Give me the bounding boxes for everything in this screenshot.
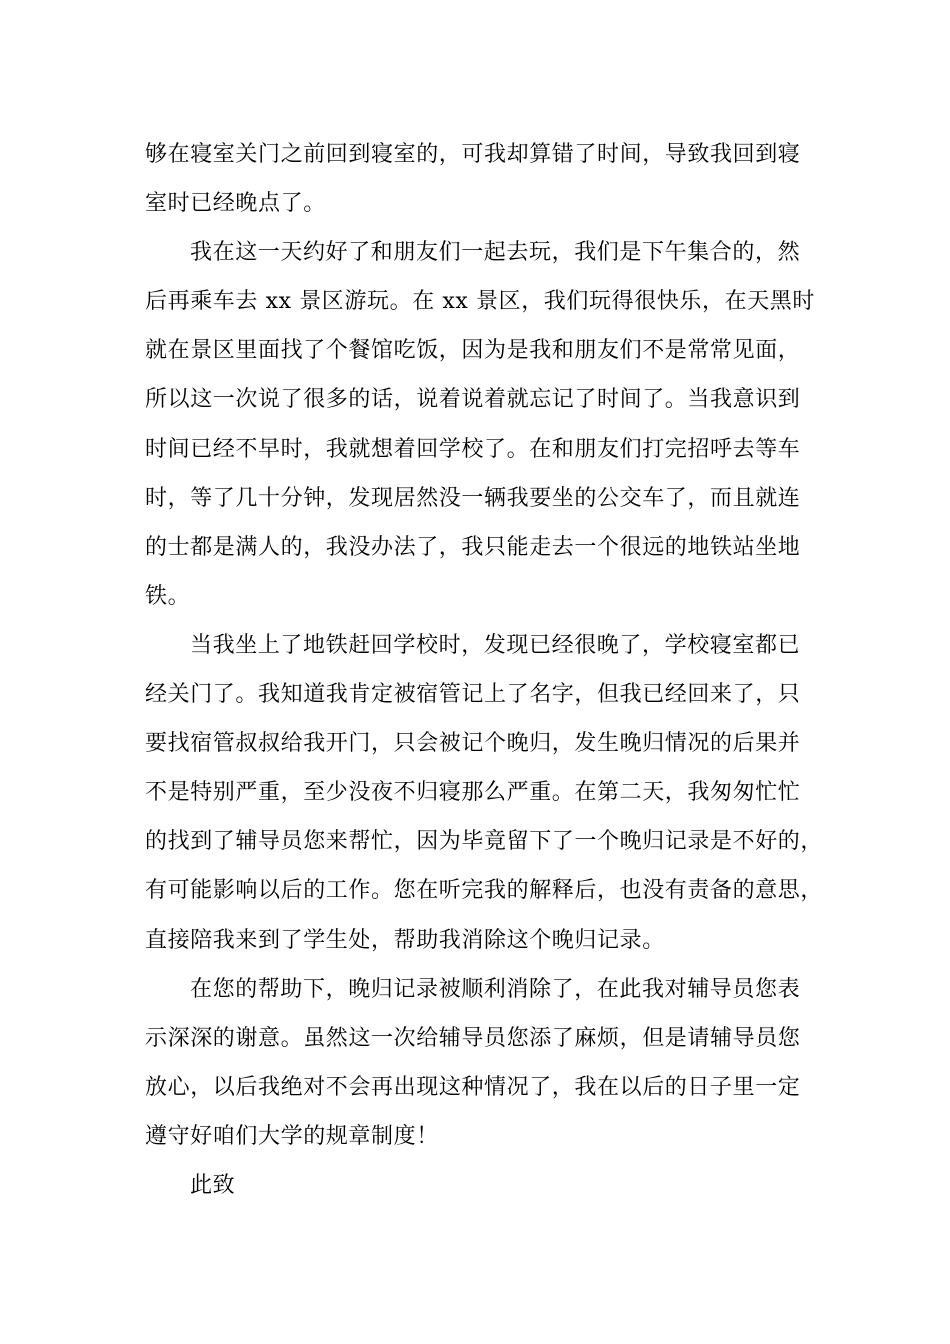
letter-body (145, 130, 835, 1210)
text-line: 经关门了。我知道我肯定被宿管记上了名字，但我已经回来了，只 (145, 682, 801, 708)
text-line: 够在寝室关门之前回到寝室的，可我却算错了时间，导致我回到寝 (145, 142, 801, 167)
text-line: 所以这一次说了很多的话，说着说着就忘记了时间了。当我意识到 (145, 387, 801, 413)
text-line: 遵守好咱们大学的规章制度！ (145, 1123, 439, 1149)
text-line: 时间已经不早时，我就想着回学校了。在和朋友们打完招呼去等车 (145, 436, 801, 462)
text-line: 后再乘车去 xx 景区游玩。在 xx 景区，我们玩得很快乐，在天黑时 (145, 289, 816, 315)
text-line: 此致 (190, 1172, 236, 1198)
text-line: 的找到了辅导员您来帮忙，因为毕竟留下了一个晚归记录是不好的， (145, 829, 824, 855)
text-line: 不是特别严重，至少没夜不归寝那么严重。在第二天，我匆匆忙忙 (145, 780, 801, 806)
text-line: 放心，以后我绝对不会再出现这种情况了，我在以后的日子里一定 (145, 1074, 801, 1100)
text-line: 当我坐上了地铁赶回学校时，发现已经很晚了，学校寝室都已 (190, 632, 801, 658)
text-line: 时，等了几十分钟，发现居然没一辆我要坐的公交车了，而且就连 (145, 485, 801, 511)
text-line: 室时已经晚点了。 (145, 191, 326, 217)
text-line: 直接陪我来到了学生处，帮助我消除这个晚归记录。 (145, 927, 665, 953)
text-line: 要找宿管叔叔给我开门，只会被记个晚归，发生晚归情况的后果并 (145, 731, 801, 757)
text-line: 的士都是满人的，我没办法了，我只能走去一个很远的地铁站坐地 (145, 534, 801, 560)
text-line: 示深深的谢意。虽然这一次给辅导员您添了麻烦，但是请辅导员您 (145, 1025, 801, 1051)
text-line: 我在这一天约好了和朋友们一起去玩，我们是下午集合的，然 (190, 240, 801, 266)
text-line: 就在景区里面找了个餐馆吃饭，因为是我和朋友们不是常常见面， (145, 338, 801, 364)
text-line: 铁。 (145, 583, 191, 609)
text-line: 有可能影响以后的工作。您在听完我的解释后，也没有责备的意思， (145, 878, 824, 904)
text-line: 在您的帮助下，晚归记录被顺利消除了，在此我对辅导员您表 (190, 976, 801, 1002)
